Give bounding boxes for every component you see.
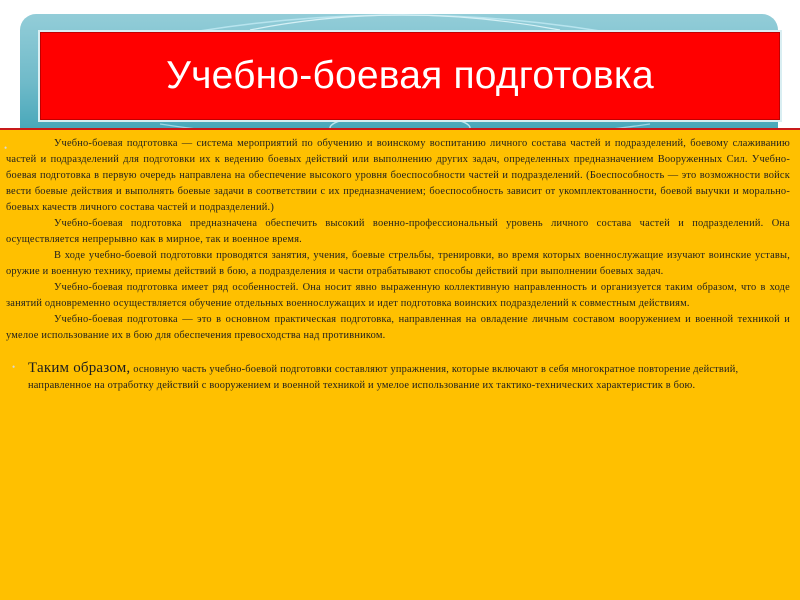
bullet-icon: • (4, 143, 8, 153)
paragraph-1: Учебно-боевая подготовка — система мероприятий по обучению и воинскому воспитанию личного состава частей и подразделений, боевому слаживанию частей и подразделений для подготовки их к ведению боевых действий или выполнению других задач, определенных предназначением Вооруженных Сил. Учебно-боевая подготовка в первую очередь направлена на обеспечение высокого уровня боеспособности частей и подразделений. (Боеспособность — это возможности войск вести боевые действия и выполнять боевые задачи в соответствии с их предназначением; боеспособность зависит от укомплектованности, боевой выучки и морально-боевых качеств личного состава частей и подразделений.) (6, 138, 790, 213)
paragraph-2: Учебно-боевая подготовка предназначена обеспечить высокий военно-профессиональный уровень личного состава частей и подразделений. Она осуществляется непрерывно как в мирное, так и военное время. (6, 218, 790, 245)
summary-paragraph (6, 360, 790, 394)
paragraph-5: Учебно-боевая подготовка — это в основном практическая подготовка, направленная на овладение личным составом вооружением и военной техникой и умелое использование их в бою для обеспечения превосходства над противником. (6, 314, 790, 341)
summary-lead: Таким образом, (28, 360, 131, 376)
content-panel (0, 128, 800, 600)
slide-title: Учебно-боевая подготовка (166, 54, 654, 97)
paragraph-4: Учебно-боевая подготовка имеет ряд особенностей. Она носит явно выраженную коллективную направленность и организуется таким образом, что в ходе занятий одновременно осуществляется обучение отдельных военнослужащих и идет подготовка воинских подразделений к совместным действиям. (6, 282, 790, 309)
title-banner (38, 30, 782, 122)
bullet-icon: • (12, 362, 16, 372)
paragraph-3: В ходе учебно-боевой подготовки проводятся занятия, учения, боевые стрельбы, тренировки, во время которых военнослужащие изучают воинские уставы, оружие и военную технику, приемы действий в бою, а подразделения и части отрабатывают способы действий при выполнении боевых задач. (6, 250, 790, 277)
summary-text: основную часть учебно-боевой подготовки составляют упражнения, которые включают в себя многократное повторение действий, направленное на отработку действий с вооружением и военной техникой и умелое использование их тактико-технических характеристик в бою. (28, 364, 739, 391)
